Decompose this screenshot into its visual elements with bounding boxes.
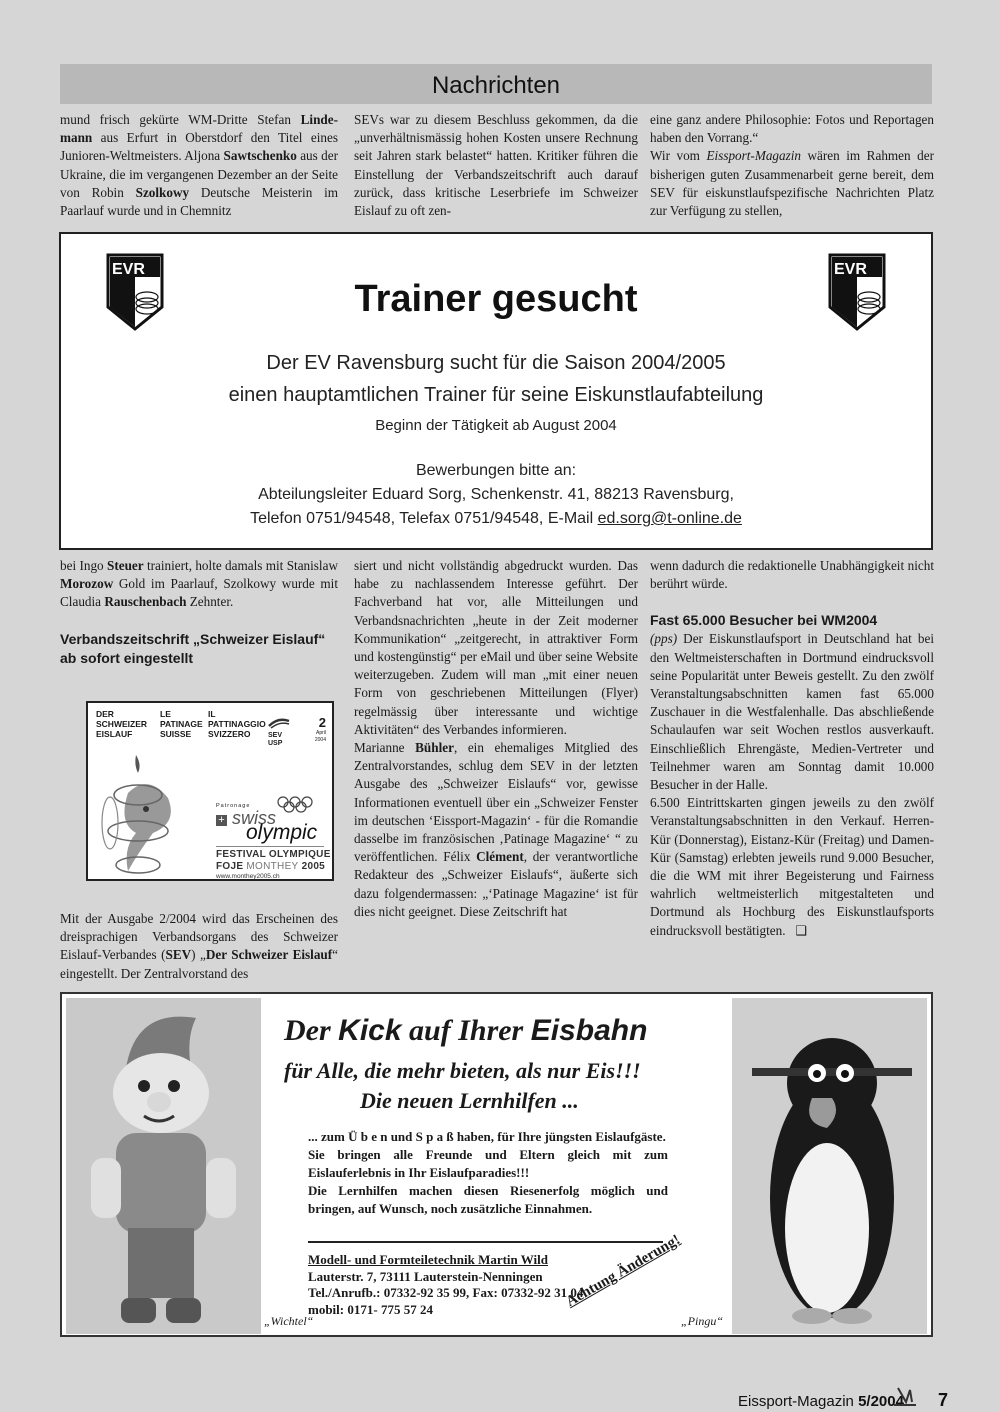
- article-top-col1: [60, 111, 338, 220]
- text: Zehnter.: [186, 594, 234, 610]
- article-bottom-col3: [650, 557, 934, 940]
- text: Mit der Ausgabe 2/2004 wird das Erscheinen des dreisprachigen Verbandsorgans des Schweizer Eislauf-Verbandes (: [60, 911, 338, 963]
- text: 6.500 Eintrittskarten gingen jeweils zu den zwölf Veranstaltungsabschnitten in den Verkauf. Herren-Kür (Donnerstag), Eistanz-Kür (Freitag) und Damen-Kür (Samstag) erlebten jeweils rund 9.000 Besucher, die die WM mit ihrer Begeisterung und Fairness wahrlich weltmeisterlich mitgestalteten und Dortmund als Hochburg des Eiskunstlaufsports eindrucksvoll bestätigten.: [650, 795, 934, 938]
- bold-name: Bühler: [415, 740, 454, 756]
- ad-subtitle: für Alle, die mehr bieten, als nur Eis!!!: [284, 1058, 641, 1083]
- text: , der verantwortliche Redakteur des „Schweizer Eislaufs“, äußerte sich dazu folgendermassen: „‘Patinage Magazine‘ ist für dies nicht geeignet. Diese Zeitschrift hat: [354, 849, 638, 919]
- rich-paragraph: [60, 910, 338, 983]
- issue-number: 2: [318, 715, 326, 730]
- bold-name: Steuer: [106, 558, 144, 573]
- bold-name: Clément: [476, 849, 524, 865]
- svg-text:EVR: EVR: [112, 261, 145, 278]
- text: Deutsche Meisterin im Paarlauf wurde und in Chemnitz: [60, 184, 339, 219]
- issue-info: [315, 715, 326, 744]
- text: SVIZZERO: [208, 729, 251, 739]
- text: bei Ingo: [60, 558, 107, 573]
- bold-name: Der Schweizer Eislauf: [205, 947, 333, 963]
- text: Wir vom: [650, 148, 707, 164]
- text: aus der Ukraine, die im vergangenen Dezember an der Seite von Robin: [60, 148, 338, 200]
- skater-logo-icon: [892, 1386, 918, 1408]
- wichtel-figure-icon: [66, 998, 261, 1334]
- text: DER: [96, 709, 114, 719]
- cover-title-de: [96, 709, 147, 739]
- company-phone: Tel./Anrufb.: 07332-92 35 99, Fax: 07332-92 31 04: [308, 1285, 584, 1300]
- ad-line: Der EV Ravensburg sucht für die Saison 2004/2005: [266, 352, 726, 374]
- pingu-figure-icon: [732, 998, 927, 1334]
- section-title: Nachrichten: [431, 72, 561, 99]
- article-bottom-col1: [60, 557, 338, 668]
- page-number: 7: [938, 1390, 949, 1410]
- text: SUISSE: [160, 729, 192, 739]
- magazine-name: Eissport-Magazin: [738, 1393, 854, 1410]
- paragraph: [650, 630, 934, 794]
- magazine-cover-image: [86, 701, 334, 881]
- text: , ein ehemaliges Mitglied des Zentralvorstandes, schlug dem SEV in der letzten Ausgabe des „Schweizer Eislaufs“ vor, gewisse Informationen eventuell über ein „Schweizer Fenster im deutschen ‘Eissport-Magazin‘ - für die Romandie dasselbe im französischen ‚Patinage Magazine‘ “ zu veröffentlichen. Félix: [354, 740, 638, 865]
- trainer-wanted-ad: [59, 232, 933, 550]
- ad-body-line: Die Lernhilfen machen diesen Riesenerfolg möglich und bringen, auf Wunsch, noch zusätzliche Einnahmen.: [308, 1183, 668, 1216]
- rich-paragraph: [354, 739, 638, 921]
- article-heading: Fast 65.000 Besucher bei WM2004: [650, 612, 878, 629]
- apply-contact: [61, 510, 931, 528]
- svg-text:EVR: EVR: [834, 261, 867, 278]
- text: PATINAGE: [160, 719, 203, 729]
- text: trainiert, holte damals mit Stanislaw: [143, 558, 338, 573]
- magazine-name: Eissport-Magazin: [706, 148, 801, 164]
- text: MONTHEY: [246, 861, 299, 872]
- company-name: Modell- und Formteiletechnik Martin Wild: [308, 1252, 549, 1267]
- contact-text: Telefon 0751/94548, Telefax 0751/94548, E-Mail: [250, 510, 598, 527]
- mascot-figure-icon: [98, 753, 190, 877]
- text: “ eingestellt. Der Zentralvorstand des: [60, 947, 339, 981]
- ad-body-line: Sie bringen alle Freunde und Eltern gleich mit zum Eislauferlebnis in Ihr Eislaufparadies!!!: [308, 1147, 668, 1180]
- bold-name: Sawtschenko: [223, 148, 297, 164]
- email-link[interactable]: ed.sorg@t-online.de: [597, 510, 742, 527]
- ad-contact: [308, 1252, 583, 1318]
- pingu-photo: [732, 998, 927, 1334]
- text: auf Ihrer: [401, 1014, 531, 1047]
- issue-number: 5/2004: [858, 1393, 904, 1410]
- text: Kick: [338, 1014, 402, 1047]
- text: olympic: [246, 821, 318, 844]
- article-bottom-col2: [354, 557, 638, 921]
- apply-label: Bewerbungen bitte an:: [415, 462, 577, 479]
- ad-body-line: ... zum Ü b e n und S p a ß haben, für Ihre jüngsten Eislaufgäste.: [308, 1129, 666, 1144]
- article-bottom-col1-cont: [60, 910, 338, 983]
- text: Marianne: [354, 740, 416, 756]
- ad-headline: [284, 1014, 647, 1048]
- end-mark-icon: ❑: [795, 922, 808, 938]
- cover-title-fr: [160, 709, 203, 739]
- text: 2005: [298, 861, 326, 872]
- ad-body: [308, 1128, 668, 1218]
- text: IL: [208, 709, 216, 719]
- text: Eisbahn: [530, 1014, 648, 1047]
- ad-start-date: Beginn der Tätigkeit ab August 2004: [375, 417, 617, 434]
- text: SEV: [268, 732, 283, 739]
- paragraph: [650, 147, 934, 220]
- olympic-rings-icon: [276, 795, 316, 813]
- paragraph: wenn dadurch die redaktionelle Unabhängigkeit nicht berührt würde.: [650, 558, 934, 592]
- text: aus Erfurt in Oberstdorf den Titel eines Junioren-Weltmeisters. Aljona: [60, 130, 338, 164]
- footer-magazine: [738, 1393, 904, 1410]
- source-tag: (pps): [650, 631, 678, 647]
- text: wären im Rahmen der bisherigen guten Zusammenarbeit gerne bereit, dem SEV für eiskunstlaufspezifische Nachrichten Platz zur Verfügung zu stellen,: [650, 148, 934, 219]
- section-header: [60, 64, 932, 104]
- swiss-cross-icon: +: [216, 815, 227, 826]
- change-notice-stamp: Achtung Änderung!: [563, 1231, 684, 1311]
- article-top-col3: [650, 111, 934, 220]
- festival-url: www.monthey2005.ch: [216, 873, 280, 880]
- bold-name: Rauschenbach: [104, 594, 187, 610]
- ad-title: Trainer gesucht: [354, 278, 638, 320]
- article-heading: Verbandszeitschrift „Schweizer Eislauf“ ab sofort eingestellt: [60, 630, 326, 666]
- bold-name: Szolkowy: [135, 184, 190, 200]
- wichtel-photo: [66, 998, 261, 1334]
- paragraph: siert und nicht vollständig abgedruckt wurden. Das habe zu nachlassendem Interesse geführt. Der Fachverband hat vor, alle Mitteilungen und Verbandsnachrichten „heute in der Zeit moderner Kommunikation“ „zeitgerecht, in attraktiver Form und kostengünstig“ per eMail und über seine Website weiterzugeben. Zudem will man „mit einer neuen Form von geschriebenen Mitteilungen (Flyer) regelmässig über interessante und wichtige Aktivitäten“ des Verbandes informieren.: [354, 558, 638, 737]
- text: FOJE: [216, 861, 247, 872]
- lernhilfen-ad: [60, 992, 933, 1337]
- bold-name: Linde-mann: [60, 112, 338, 146]
- cover-title-it: [208, 709, 266, 739]
- festival-subtitle: [216, 861, 325, 873]
- ad-subtitle: Die neuen Lernhilfen ...: [360, 1088, 579, 1113]
- text: ) „: [191, 947, 206, 963]
- text: LE: [160, 709, 171, 719]
- swoosh-icon: [268, 717, 290, 729]
- sev-usp-logo: [268, 717, 290, 748]
- text: swiss: [232, 808, 277, 828]
- photo-caption: „Wichtel“: [264, 1314, 314, 1328]
- paragraph: [650, 794, 934, 940]
- patronage-label: Patronage: [216, 803, 251, 809]
- bold-name: Morozow: [60, 576, 114, 592]
- text: 2004: [314, 737, 326, 743]
- paragraph: SEVs war zu diesem Beschluss gekommen, da die „unverhältnismässig hohen Kosten unsere Rechnung seit Jahren stark belastet“ hatten. Kritiker führen die Einstellung der Verbandszeitschrift auch darauf zurück, dass kritische Leserbriefe im Schweizer Eislauf zu oft zen-: [354, 112, 638, 219]
- text: Der Eiskunstlaufsport in Deutschland hat bei den Weltmeisterschaften in Dortmund eindrucksvoll seine Popularität unter Beweis gestellt. Zu den zwölf Veranstaltungsabschnitten kamen fast 65.000 Zuschauer in die Westfalenhalle. Das abschließende Schaulaufen war seit Wochen restlos ausverkauft. Einschließlich Ehrengäste, Medien-Vertreter und Teilnehmer waren am Sonntag damit 10.000 Besucher in der Halle.: [650, 631, 934, 793]
- text: mund frisch gekürte WM-Dritte Stefan: [60, 112, 301, 127]
- paragraph: eine ganz andere Philosophie: Fotos und Reportagen haben den Vorrang.“: [650, 112, 934, 146]
- rich-paragraph: [60, 111, 338, 220]
- company-address: Lauterstr. 7, 73111 Lauterstein-Nenningen: [308, 1268, 543, 1284]
- text: SCHWEIZER: [96, 719, 147, 729]
- ad-line: einen hauptamtlichen Trainer für seine Eiskunstlaufabteilung: [228, 384, 764, 406]
- bold-name: SEV: [165, 947, 192, 963]
- text: EISLAUF: [96, 729, 133, 739]
- article-top-col2: [354, 111, 638, 220]
- text: PATTINAGGIO: [208, 719, 266, 729]
- company-mobile: mobil: 0171- 775 57 24: [308, 1301, 433, 1317]
- apply-address: Abteilungsleiter Eduard Sorg, Schenkenstr. 41, 88213 Ravensburg,: [258, 486, 734, 503]
- photo-caption: „Pingu“: [680, 1314, 723, 1328]
- festival-title: FESTIVAL OLYMPIQUE: [216, 849, 331, 860]
- text: USP: [268, 740, 283, 747]
- text: Der: [284, 1014, 339, 1047]
- rich-paragraph: [60, 557, 338, 612]
- text: Gold im Paarlauf, Szolkowy wurde mit Claudia: [60, 576, 338, 610]
- text: April: [315, 730, 326, 736]
